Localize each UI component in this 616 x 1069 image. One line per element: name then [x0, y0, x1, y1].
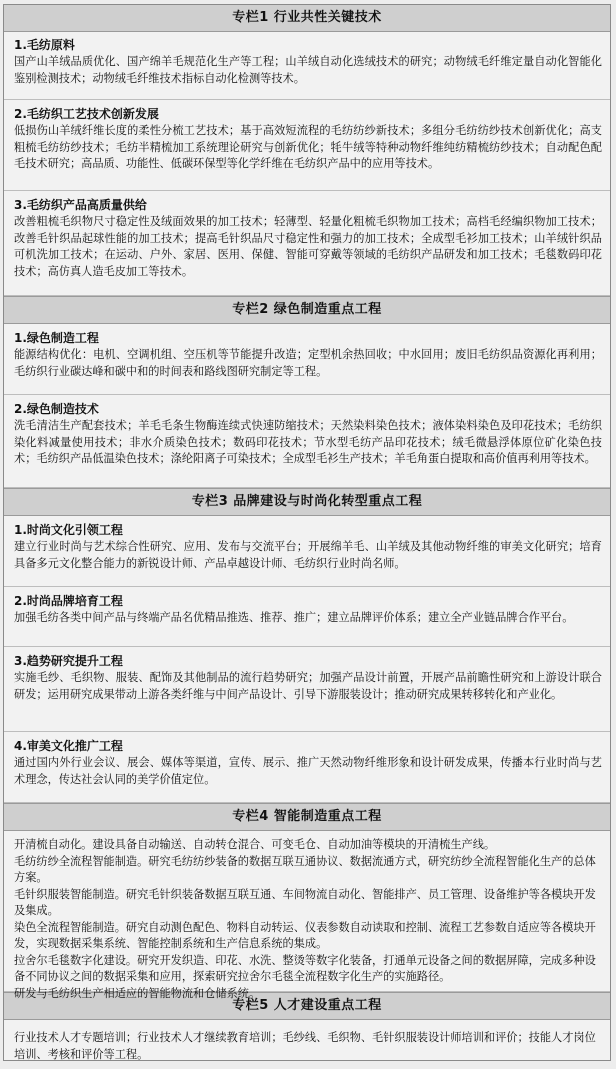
section-body [4, 831, 610, 1000]
section-title: 专栏5 人才建设重点工程 [4, 992, 610, 1020]
item-heading: 2.毛纺织工艺技术创新发展 [14, 107, 159, 121]
section-item [4, 732, 610, 803]
section-item [4, 100, 610, 191]
body-line: 毛纺纺纱全流程智能制造。研究毛纺纺纱装备的数据互联互通协议、数据流通方式，研究纺纱全流程智能化生产的总体方案。 [14, 854, 596, 884]
body-line: 拉舍尔毛毯数字化建设。研究开发织造、印花、水洗、整烫等数字化装备，打通单元设备之间的数据屏障，完成多种设备不同协议之间的数据采集和应用，探索研究拉舍尔毛毯全流程数字化生产的实施路径。 [14, 953, 596, 983]
body-line: 研发与毛纺织生产相适应的智能物流和仓储系统。 [14, 986, 261, 1000]
body-line: 开清梳自动化。建设具备自动输送、自动转仓混合、可变毛仓、自动加油等模块的开清梳生产线。 [14, 838, 496, 851]
item-heading: 3.毛纺织产品高质量供给 [14, 198, 147, 212]
item-heading: 2.绿色制造技术 [14, 402, 99, 416]
section-item [4, 647, 610, 732]
section-title: 专栏4 智能制造重点工程 [4, 803, 610, 831]
section-title: 专栏3 品牌建设与时尚化转型重点工程 [4, 488, 610, 516]
item-text: 实施毛纱、毛织物、服装、配饰及其他制品的流行趋势研究；加强产品设计前置，开展产品前瞻性研究和上游设计联合研发；运用研究成果带动上游各类纤维与中间产品设计、引导下游服装设计；推动研究成果转移转化和产业化。 [14, 671, 602, 701]
item-text: 洗毛清洁生产配套技术；羊毛毛条生物酶连续式快速防缩技术；天然染料染色技术；液体染料染色及印花技术；毛纺织染化料减量使用技术；非水介质染色技术；数码印花技术；节水型毛纺产品印花技术；绒毛微悬浮体原位矿化染色技术；毛纺织产品低温染色技术；涤纶阳离子可染技术；全成型毛衫生产技术；羊毛角蛋白提取和高价值再利用等技术。 [14, 419, 602, 465]
section-body [4, 1020, 610, 1069]
item-text: 改善粗梳毛织物尺寸稳定性及绒面效果的加工技术；轻薄型、轻量化粗梳毛织物加工技术；高档毛经编织物加工技术；改善毛针织品起球性能的加工技术；提高毛针织品尺寸稳定性和强力的加工技术；全成型毛衫加工技术；山羊绒针织品可机洗加工技术；在运动、户外、家居、医用、保健、智能可穿戴等领域的毛纺织产品研发和加工技术；毛毯数码印花技术；高仿真人造毛皮加工等技术。 [14, 215, 602, 278]
item-text: 低损伤山羊绒纤维长度的柔性分梳工艺技术；基于高效短流程的毛纺纺纱新技术；多组分毛纺纺纱技术创新优化；高支粗梳毛纺纺纱技术；毛纺半精梳加工系统理论研究与创新优化；牦牛绒等特种动物纤维纯纺精梳纺纱技术；自动配色配毛技术研究；高品质、功能性、低碳环保型等化学纤维在毛纺织产品中的应用等技术。 [14, 124, 602, 170]
section-item [4, 516, 610, 587]
item-text: 建立行业时尚与艺术综合性研究、应用、发布与交流平台；开展绵羊毛、山羊绒及其他动物纤维的审美文化研究；培育具备多元文化整合能力的新锐设计师、产品卓越设计师、毛纺织行业时尚名师。 [14, 540, 602, 570]
section-title: 专栏1 行业共性关键技术 [4, 5, 610, 32]
item-text: 加强毛纺各类中间产品与终端产品名优精品推选、推荐、推广；建立品牌评价体系；建立全产业链品牌合作平台。 [14, 611, 574, 624]
item-text: 通过国内外行业会议、展会、媒体等渠道，宣传、展示、推广天然动物纤维形象和设计研发成果，传播本行业时尚与艺术理念，传达社会认同的美学价值定位。 [14, 756, 602, 786]
section-item [4, 395, 610, 488]
body-line: 行业技术人才专题培训；行业技术人才继续教育培训；毛纱线、毛织物、毛针织服装设计师培训和评价；技能人才岗位培训、考核和评价等工程。 [14, 1031, 596, 1061]
section-item [4, 32, 610, 100]
item-text: 国产山羊绒品质优化、国产绵羊毛规范化生产等工程；山羊绒自动化选绒技术的研究；动物绒毛纤维定量自动化智能化鉴别检测技术；动物绒毛纤维技术指标自动化检测等技术。 [14, 55, 602, 85]
item-heading: 2.时尚品牌培育工程 [14, 594, 123, 608]
document-table [3, 4, 611, 1061]
item-heading: 4.审美文化推广工程 [14, 739, 123, 753]
section-item [4, 191, 610, 296]
item-heading: 1.绿色制造工程 [14, 331, 99, 345]
body-line: 毛针织服装智能制造。研究毛针织装备数据互联互通、车间物流自动化、智能排产、员工管理、设备维护等各模块开发及集成。 [14, 887, 596, 917]
item-text: 能源结构优化：电机、空调机组、空压机等节能提升改造；定型机余热回收；中水回用；废旧毛纺织品资源化再利用；毛纺织行业碳达峰和碳中和的时间表和路线图研究制定等工程。 [14, 348, 602, 378]
section-item [4, 587, 610, 647]
body-line: 染色全流程智能制造。研究自动测色配色、物料自动转运、仪表参数自动读取和控制、流程工艺参数自适应等各模块开发，实现数据采集系统、智能控制系统和生产信息系统的集成。 [14, 920, 596, 950]
section-item [4, 324, 610, 395]
section-title: 专栏2 绿色制造重点工程 [4, 296, 610, 324]
item-heading: 1.毛纺原料 [14, 38, 75, 52]
item-heading: 3.趋势研究提升工程 [14, 654, 123, 668]
item-heading: 1.时尚文化引领工程 [14, 523, 123, 537]
